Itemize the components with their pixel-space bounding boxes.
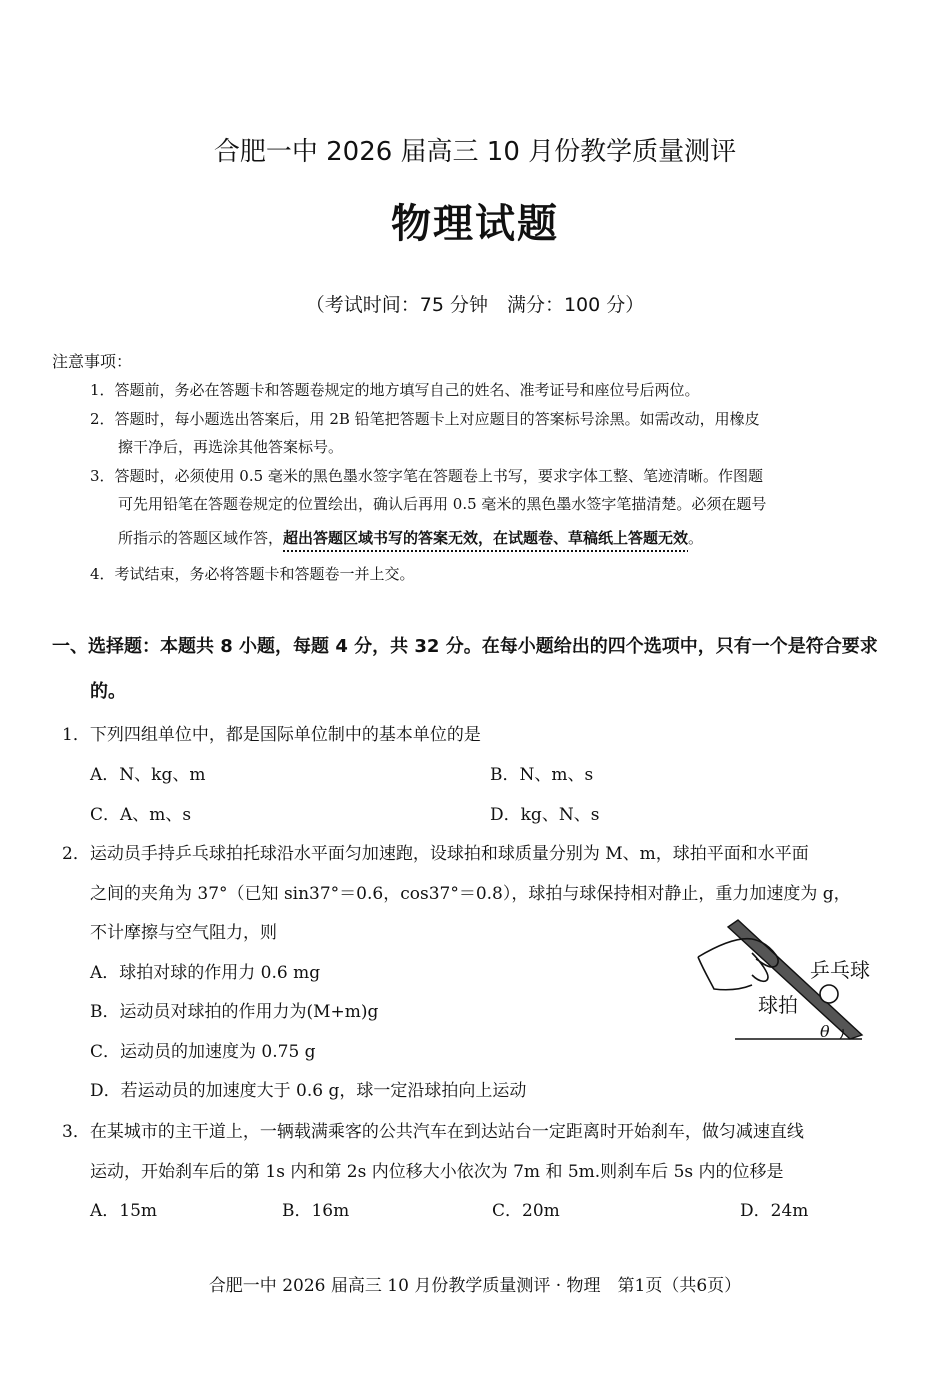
section-1-heading: 一、选择题：本题共 8 小题，每题 4 分，共 32 分。在每小题给出的四个选项中，只有一个是符合要求: [52, 636, 878, 657]
q1-option-a: A．N、kg、m: [90, 765, 206, 785]
q1-option-c: C．A、m、s: [90, 805, 192, 825]
q1-option-d: D．kg、N、s: [490, 805, 600, 825]
q3-option-a: A．15m: [90, 1201, 158, 1221]
label-angle: θ: [820, 1022, 830, 1041]
q2-option-d: D．若运动员的加速度大于 0.6 g，球一定沿球拍向上运动: [90, 1081, 527, 1101]
ball-icon: [820, 985, 838, 1003]
note-3-emphasis: 超出答题区域书写的答案无效，在试题卷、草稿纸上答题无效: [283, 529, 689, 547]
notes-heading: 注意事项：: [52, 352, 133, 371]
section-1-heading-cont: 的。: [90, 681, 126, 702]
note-3-line2: 可先用铅笔在答题卷规定的位置绘出，确认后再用 0.5 毫米的黑色墨水签字笔描清楚。必须在题号: [118, 495, 767, 513]
q1-stem: 1．下列四组单位中，都是国际单位制中的基本单位的是: [62, 725, 481, 745]
q1-option-b: B．N、m、s: [490, 765, 594, 785]
note-2-line1: 2．答题时，每小题选出答案后，用 2B 铅笔把答题卡上对应题目的答案标号涂黑。如需改动，用橡皮: [90, 410, 760, 428]
note-3-plain: 所指示的答题区域作答，: [118, 529, 284, 547]
note-3-line3: [118, 527, 703, 548]
q2-stem-line2: 之间的夹角为 37°（已知 sin37°＝0.6，cos37°＝0.8），球拍与球保持相对静止，重力加速度为 g，: [90, 884, 851, 904]
q2-stem-line3: 不计摩擦与空气阻力，则: [90, 923, 277, 943]
q3-option-b: B．16m: [282, 1201, 350, 1221]
note-3-line1: 3．答题时，必须使用 0.5 毫米的黑色墨水签字笔在答题卷上书写，要求字体工整、笔迹清晰。作图题: [90, 467, 763, 485]
q2-figure: [690, 915, 900, 1045]
q2-option-c: C．运动员的加速度为 0.75 g: [90, 1042, 316, 1062]
note-1: 1．答题前，务必在答题卡和答题卷规定的地方填写自己的姓名、准考证号和座位号后两位。: [90, 381, 700, 399]
q3-option-d: D．24m: [740, 1201, 809, 1221]
label-racket: 球拍: [758, 993, 798, 1017]
subject-title: 物理试题: [391, 200, 559, 247]
note-3-end: 。: [688, 529, 704, 547]
q2-option-b: B．运动员对球拍的作用力为(M+m)g: [90, 1002, 379, 1022]
q2-stem-line1: 2．运动员手持乒乓球拍托球沿水平面匀加速跑，设球拍和球质量分别为 M、m，球拍平面和水平面: [62, 844, 809, 864]
exam-title: 合肥一中 2026 届高三 10 月份教学质量测评: [213, 137, 737, 167]
q2-option-a: A．球拍对球的作用力 0.6 mg: [90, 963, 321, 983]
q3-stem-line2: 运动，开始刹车后的第 1s 内和第 2s 内位移大小依次为 7m 和 5m.则刹车后 5s 内的位移是: [90, 1162, 784, 1182]
note-2-line2: 擦干净后，再选涂其他答案标号。: [118, 438, 344, 456]
q3-option-c: C．20m: [492, 1201, 560, 1221]
q3-stem-line1: 3．在某城市的主干道上，一辆载满乘客的公共汽车在到达站台一定距离时开始刹车，做匀减速直线: [62, 1122, 804, 1142]
page-footer: 合肥一中 2026 届高三 10 月份教学质量测评 · 物理 第1页（共6页）: [208, 1276, 742, 1296]
note-4: 4．考试结束，务必将答题卡和答题卷一并上交。: [90, 565, 415, 583]
label-ball: 乒乓球: [810, 958, 870, 982]
exam-meta: （考试时间：75 分钟 满分：100 分）: [305, 294, 645, 316]
